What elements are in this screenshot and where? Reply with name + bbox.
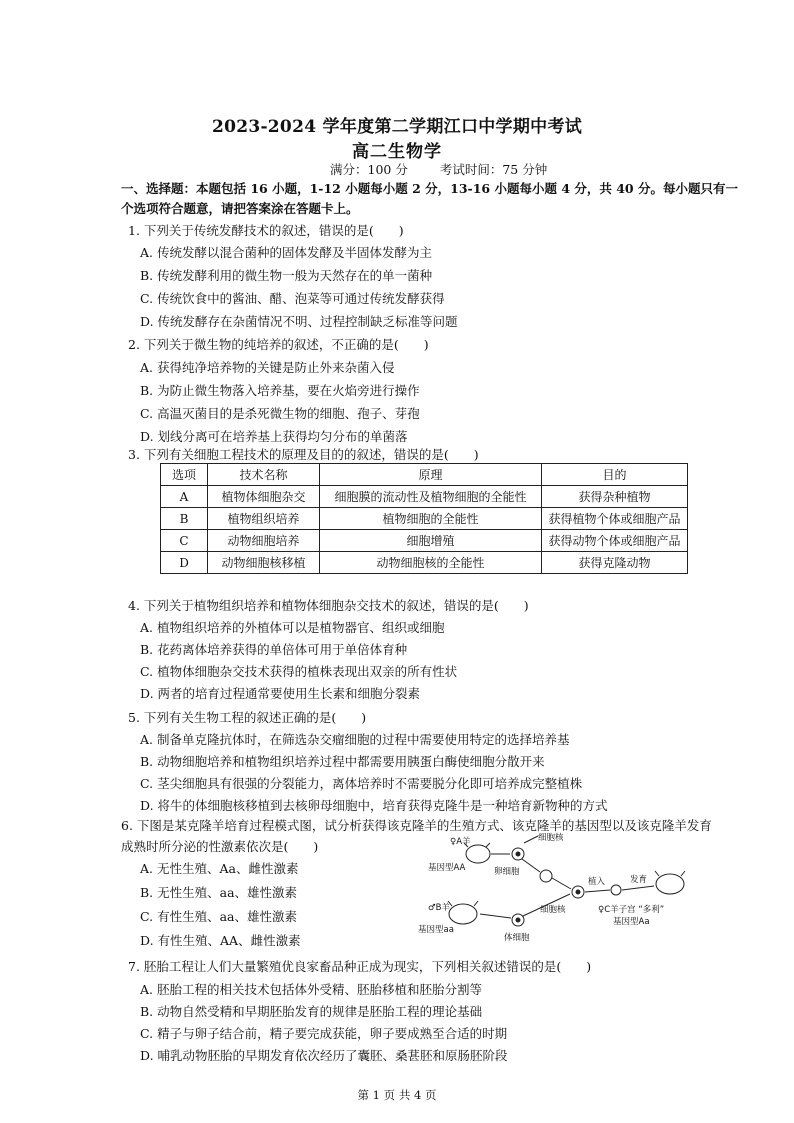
table-cell: 获得植物个体或细胞产品: [542, 508, 688, 530]
sheep-b-genotype: 基因型aa: [418, 925, 454, 935]
table-cell: 植物细胞的全能性: [320, 508, 542, 530]
somatic-cell-label: 体细胞: [504, 933, 530, 943]
question-2-stem: 2. 下列关于微生物的纯培养的叙述，不正确的是( ): [128, 337, 429, 352]
table-header-cell: 技术名称: [208, 464, 320, 486]
table-cell: A: [161, 486, 208, 508]
question-5-option-b: B. 动物细胞培养和植物组织培养过程中都需要用胰蛋白酶使细胞分散开来: [140, 754, 545, 769]
cloning-diagram: [408, 832, 708, 950]
table-cell: 获得杂种植物: [542, 486, 688, 508]
table-header-cell: 目的: [542, 464, 688, 486]
question-7-option-a: A. 胚胎工程的相关技术包括体外受精、胚胎移植和胚胎分割等: [140, 982, 482, 997]
question-5-option-d: D. 将牛的体细胞核移植到去核卵母细胞中，培育获得克隆牛是一种培育新物种的方式: [140, 798, 608, 813]
table-header-cell: 原理: [320, 464, 542, 486]
nucleus-top-label: 细胞核: [538, 833, 564, 843]
table-header-cell: 选项: [161, 464, 208, 486]
question-5-option-c: C. 茎尖细胞具有很强的分裂能力，离体培养时不需要脱分化即可培养成完整植株: [140, 776, 583, 791]
question-6-option-a: A. 无性生殖、Aa、雌性激素: [140, 861, 299, 876]
table-cell: 动物细胞核的全能性: [320, 552, 542, 574]
question-1-stem: 1. 下列关于传统发酵技术的叙述，错误的是( ): [128, 223, 404, 238]
question-4-option-b: B. 花药离体培养获得的单倍体可用于单倍体育种: [140, 642, 408, 657]
question-7-option-d: D. 哺乳动物胚胎的早期发育依次经历了囊胚、桑葚胚和原肠胚阶段: [140, 1048, 508, 1063]
table-cell: 获得克隆动物: [542, 552, 688, 574]
table-row: [161, 508, 688, 530]
sheep-c-label: ♀C羊子宫 “多利”: [598, 905, 665, 915]
question-7-option-b: B. 动物自然受精和早期胚胎发育的规律是胚胎工程的理论基础: [140, 1004, 483, 1019]
question-2-option-c: C. 高温灭菌目的是杀死微生物的细胞、孢子、芽孢: [140, 406, 420, 421]
question-1-option-a: A. 传统发酵以混合菌种的固体发酵及半固体发酵为主: [140, 245, 432, 260]
question-3-table: [160, 463, 688, 574]
question-6-option-c: C. 有性生殖、aa、雄性激素: [140, 909, 297, 924]
table-header-row: [161, 464, 688, 486]
sheep-b-icon: [449, 904, 477, 924]
table-cell: 细胞增殖: [320, 530, 542, 552]
egg-cell-label: 卵细胞: [494, 867, 520, 877]
page-number: 第 1 页 共 4 页: [357, 1088, 437, 1102]
table-cell: 获得动物个体或细胞产品: [542, 530, 688, 552]
exam-meta: [330, 160, 575, 178]
sheep-b-label: ♂B羊: [428, 903, 450, 913]
table-row: [161, 530, 688, 552]
implant-label: 植入: [588, 877, 606, 887]
exam-subject: 高二生物学: [352, 142, 442, 162]
table-row: [161, 486, 688, 508]
sheep-a-genotype: 基因型AA: [428, 863, 466, 873]
table-cell: 细胞膜的流动性及植物细胞的全能性: [320, 486, 542, 508]
question-3-stem: 3. 下列有关细胞工程技术的原理及目的的叙述，错误的是( ): [128, 447, 479, 462]
sheep-c-genotype: 基因型Aa: [613, 917, 650, 927]
question-4-option-d: D. 两者的培育过程通常要使用生长素和细胞分裂素: [140, 686, 421, 701]
table-cell: D: [161, 552, 208, 574]
table-cell: C: [161, 530, 208, 552]
question-4-option-a: A. 植物组织培养的外植体可以是植物器官、组织或细胞: [140, 620, 445, 635]
develop-label: 发育: [630, 875, 648, 885]
table-row: [161, 552, 688, 574]
question-7-stem: 7. 胚胎工程让人们大量繁殖优良家畜品种正成为现实，下列相关叙述错误的是( ): [128, 959, 592, 974]
question-6-option-b: B. 无性生殖、aa、雄性激素: [140, 885, 298, 900]
table-cell: B: [161, 508, 208, 530]
question-2-option-a: A. 获得纯净培养物的关键是防止外来杂菌入侵: [140, 360, 395, 375]
question-7-option-c: C. 精子与卵子结合前，精子要完成获能，卵子要成熟至合适的时期: [140, 1026, 508, 1041]
time-info: 考试时间：75 分钟: [439, 162, 548, 177]
table-cell: 动物细胞核移植: [208, 552, 320, 574]
question-2-option-d: D. 划线分离可在培养基上获得均匀分布的单菌落: [140, 429, 408, 444]
question-6-stem: 6. 下图是某克隆羊培育过程模式图，试分析获得该克隆羊的生殖方式、该克隆羊的基因型以及该克隆羊发育成熟时所分泌的性激素依次是( ): [121, 818, 712, 854]
question-1-option-d: D. 传统发酵存在杂菌情况不明、过程控制缺乏标准等问题: [140, 314, 458, 329]
section-instructions: 一、选择题：本题包括 16 小题，1-12 小题每小题 2 分，13-16 小题每小题 4 分，共 40 分。每小题只有一个选项符合题意，请把答案涂在答题卡上。: [121, 181, 738, 216]
question-5-stem: 5. 下列有关生物工程的叙述正确的是( ): [128, 710, 367, 725]
table-cell: 动物细胞培养: [208, 530, 320, 552]
table-cell: 植物组织培养: [208, 508, 320, 530]
question-1-option-c: C. 传统饮食中的酱油、醋、泡菜等可通过传统发酵获得: [140, 291, 445, 306]
score-info: 满分：100 分: [330, 162, 408, 177]
exam-title: 2023-2024 学年度第二学期江口中学期中考试: [211, 117, 583, 137]
sheep-c-icon: [656, 874, 684, 894]
table-cell: 植物体细胞杂交: [208, 486, 320, 508]
sheep-a-icon: [466, 845, 490, 863]
nucleus-bottom-label: 细胞核: [540, 905, 566, 915]
question-5-option-a: A. 制备单克隆抗体时，在筛选杂交瘤细胞的过程中需要使用特定的选择培养基: [140, 732, 570, 747]
question-1-option-b: B. 传统发酵利用的微生物一般为天然存在的单一菌种: [140, 268, 433, 283]
question-6-option-d: D. 有性生殖、AA、雌性激素: [140, 933, 301, 948]
question-4-stem: 4. 下列关于植物组织培养和植物体细胞杂交技术的叙述，错误的是( ): [128, 598, 529, 613]
sheep-a-label: ♀A羊: [450, 837, 471, 847]
question-2-option-b: B. 为防止微生物落入培养基，要在火焰旁进行操作: [140, 383, 420, 398]
question-4-option-c: C. 植物体细胞杂交技术获得的植株表现出双亲的所有性状: [140, 664, 458, 679]
